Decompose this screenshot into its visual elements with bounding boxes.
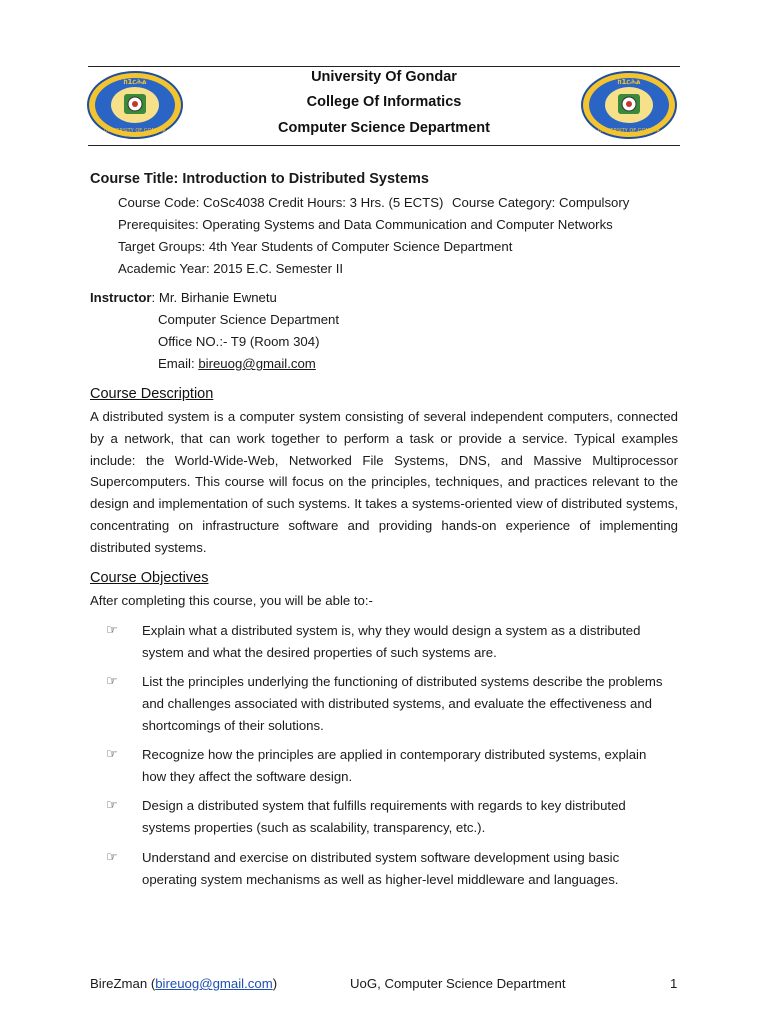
pointing-hand-icon: ☞	[106, 797, 118, 812]
university-name: University Of Gondar	[311, 69, 457, 85]
college-name: College Of Informatics	[306, 94, 462, 110]
course-category: Course Category: Compulsory	[452, 195, 630, 210]
course-description-text: A distributed system is a computer system consisting of several independent computers, connected by a network, that can work together to perform a task or provide a service. Typical examples include: the World-Wide-Web, Networked File Systems, DNS, and Massive Multiprocessor Supercomputers. This course will focus on the principles, techniques, and practices relevant to the design and implementation of such systems. It takes a systems-oriented view of distributed systems, concentrating on infrastructure software and providing hands-on experience of implementing distributed systems.	[90, 409, 678, 555]
objective-item-4: Design a distributed system that fulfills requirements with regards to key distributed systems properties (such as scalability, transparency, etc.).	[142, 798, 626, 835]
instructor-name: : Mr. Birhanie Ewnetu	[151, 290, 277, 305]
university-logo-right	[580, 70, 678, 140]
course-title: Course Title: Introduction to Distributed Systems	[90, 171, 429, 187]
page-number: 1	[670, 976, 678, 991]
course-prerequisites: Prerequisites: Operating Systems and Data Communication and Computer Networks	[118, 217, 613, 232]
logo-text-bottom: UNIVERSITY OF GONDAR	[104, 128, 166, 134]
pointing-hand-icon: ☞	[106, 849, 118, 864]
logo-text-top-right: ከ1ርሕል	[617, 78, 641, 86]
footer-author-name: BireZman (	[90, 976, 156, 991]
logo-text-bottom-right: UNIVERSITY OF GONDAR	[598, 128, 660, 134]
objective-item-2: List the principles underlying the functioning of distributed systems describe the problems and challenges associated with distributed systems, and evaluate the effectiveness and shortcomings of their solutions.	[142, 674, 663, 733]
course-objectives-heading: Course Objectives	[90, 570, 209, 586]
course-target-groups: Target Groups: 4th Year Students of Computer Science Department	[118, 239, 513, 254]
instructor-line	[90, 290, 277, 305]
header-top-rule	[88, 66, 680, 67]
footer-author	[90, 976, 277, 991]
instructor-email-label: Email:	[158, 356, 199, 371]
pointing-hand-icon: ☞	[106, 673, 118, 688]
logo-text-top: ከ1ርሕል	[123, 78, 147, 86]
university-logo-left	[86, 70, 184, 140]
instructor-office: Office NO.:- T9 (Room 304)	[158, 334, 320, 349]
footer-department: UoG, Computer Science Department	[350, 976, 566, 991]
course-code-line: Course Code: CoSc4038 Credit Hours: 3 Hrs. (5 ECTS)	[118, 195, 444, 210]
department-name: Computer Science Department	[278, 120, 490, 136]
instructor-department: Computer Science Department	[158, 312, 340, 327]
objective-item-3: Recognize how the principles are applied in contemporary distributed systems, explain how they affect the software design.	[142, 747, 647, 784]
objective-item-1: Explain what a distributed system is, why they would design a system as a distributed system and what the desired properties of such systems are.	[142, 623, 641, 660]
pointing-hand-icon: ☞	[106, 622, 118, 637]
instructor-email-link[interactable]: bireuog@gmail.com	[198, 356, 316, 371]
course-description-heading: Course Description	[90, 386, 214, 402]
footer-email-link[interactable]: bireuog@gmail.com	[155, 976, 273, 991]
course-academic-year: Academic Year: 2015 E.C. Semester II	[118, 261, 344, 276]
objectives-intro: After completing this course, you will be able to:-	[90, 593, 373, 608]
instructor-label: Instructor	[90, 290, 152, 305]
footer-author-close: )	[272, 976, 278, 991]
header-bottom-rule	[88, 145, 680, 146]
pointing-hand-icon: ☞	[106, 746, 118, 761]
objective-item-5: Understand and exercise on distributed system software development using basic operating system mechanisms as well as higher-level middleware and languages.	[142, 850, 620, 887]
instructor-email-line	[158, 356, 316, 371]
